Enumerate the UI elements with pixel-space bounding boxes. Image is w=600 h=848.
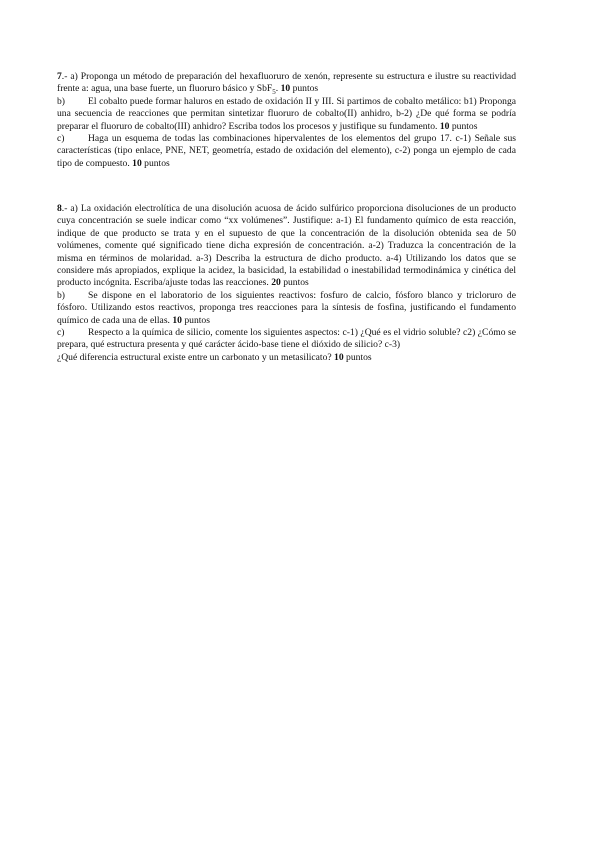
question-8-part-c-continued: ¿Qué diferencia estructural existe entre un carbonato y un metasilicato? 10 puntos bbox=[57, 351, 372, 363]
question-8-part-c: c) Respecto a la química de silicio, comente los siguientes aspectos: c-1) ¿Qué es el vidrio soluble? c2) ¿Cómo se prepara, qué estructura presenta y qué carácter ácido-base tiene el dióxido de silicio? c-3) bbox=[57, 327, 516, 351]
question-8-part-a: 8.- a) La oxidación electrolítica de una disolución acuosa de ácido sulfúrico proporciona disoluciones de un producto cuya concentración se suele indicar como “xx volúmenes”. Justifique: a-1) El fundamento químico de esta reacción, indique de que producto se trata y en el supuesto de que la concentración de la disolución obtenida sea de 50 volúmenes, comente qué significado tiene dicha expresión de concentración. a-2) Traduzca la concentración de la misma en términos de molaridad. a-3) Describa la estructura de dicho producto. a-4) Utilizando los datos que se considere más apropiados, explique la acidez, la basicidad, la estabilidad o inestabilidad termodinámica y cinética del producto incógnita. Escriba/ajuste todas las reacciones. 20 puntos bbox=[57, 203, 516, 289]
question-7-part-b: b) El cobalto puede formar haluros en estado de oxidación II y III. Si partimos de cobalto metálico: b1) Proponga una secuencia de reacciones que permitan sintetizar fluoruro de cobalto(II) anhidro, b-2) ¿De qué forma se podría preparar el fluoruro de cobalto(III) anhidro? Escriba todos los procesos y justifique su fundamento. 10 puntos bbox=[57, 95, 516, 132]
question-8 bbox=[57, 203, 516, 364]
question-8-part-b: b) Se dispone en el laboratorio de los siguientes reactivos: fosfuro de calcio, fósforo blanco y tricloruro de fósforo. Utilizando estos reactivos, proponga tres reacciones para la síntesis de fosfina, justificando el fundamento químico de cada una de ellas. 10 puntos bbox=[57, 289, 516, 326]
question-8-number: 8 bbox=[57, 203, 62, 214]
question-7-part-a: 7.- a) Proponga un método de preparación del hexafluoruro de xenón, represente su estructura e ilustre su reactividad frente a: agua, una base fuerte, un fluoruro básico y SbF$_5$. 10 puntos bbox=[57, 71, 516, 97]
question-7-number: 7 bbox=[57, 71, 62, 82]
question-7 bbox=[57, 71, 516, 170]
question-7-part-c: c) Haga un esquema de todas las combinaciones hipervalentes de los elementos del grupo 17. c-1) Señale sus características (tipo enlace, PNE, NET, geometría, estado de oxidación del elemento), c-2) ponga un ejemplo de cada tipo de compuesto. 10 puntos bbox=[57, 133, 516, 169]
